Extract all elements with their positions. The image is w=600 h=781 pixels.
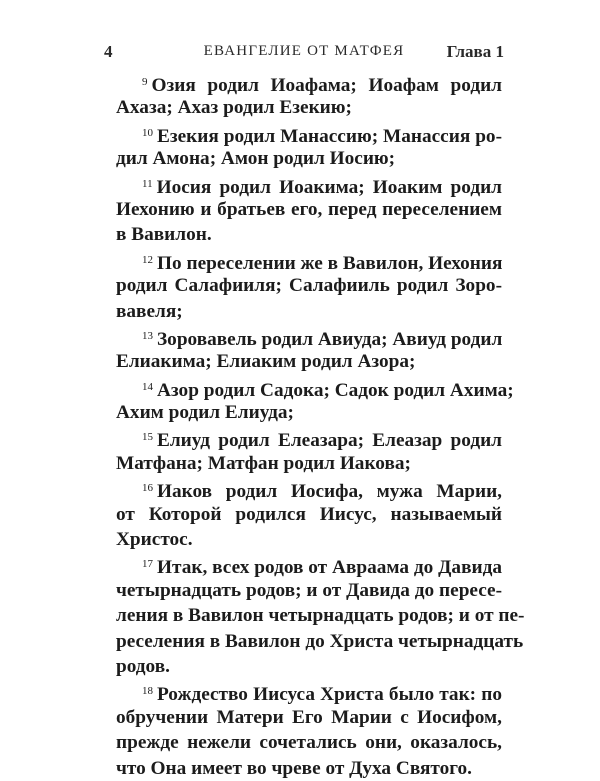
verse-line-text: что Она имеет во чреве от Духа Святого. <box>116 757 472 779</box>
verse-line-text: Елиуд родил Елеазара; Елеазар родил <box>157 430 502 452</box>
verse-line <box>116 248 502 273</box>
verse-line <box>116 705 502 730</box>
verse-line <box>116 654 502 679</box>
verse-17 <box>116 552 525 679</box>
verse-number: 14 <box>142 380 153 393</box>
verse-number: 11 <box>142 177 153 190</box>
verse-line-text: родов. <box>116 655 170 677</box>
verse-line <box>116 299 502 324</box>
verse-line-text: Зоровавель родил Авиуда; Авиуд родил <box>157 328 503 350</box>
verse-number: 15 <box>142 431 153 444</box>
verse-number: 17 <box>142 558 153 571</box>
verse-line-text: Озия родил Иоафама; Иоафам родил <box>151 75 502 96</box>
verse-line-text: четырнадцать родов; и от Давида до пересе- <box>116 579 502 601</box>
verse-line-text: Рождество Иисуса Христа было так: по <box>157 684 502 706</box>
verse-line-text: Итак, всех родов от Авраама до Давида <box>157 557 502 579</box>
verse-line-text: от Которой родился Иисус, называемый <box>116 503 502 525</box>
verse-line-text: родил Салафииля; Салафииль родил Зоро- <box>116 275 502 297</box>
verse-number: 18 <box>142 685 153 698</box>
verse-13 <box>116 324 502 375</box>
verse-line-text: Ахим родил Елиуда; <box>116 402 294 424</box>
verse-line-text: Езекия родил Манассию; Манассия ро- <box>157 125 502 147</box>
verse-line-text: вавеля; <box>116 300 183 322</box>
verse-number: 9 <box>142 76 148 88</box>
verse-line-text: Матфана; Матфан родил Иакова; <box>116 452 411 474</box>
verse-line <box>116 222 502 247</box>
verse-number: 12 <box>142 253 153 266</box>
verse-line <box>116 629 524 654</box>
verse-line-text: Иаков родил Иосифа, мужа Марии, <box>157 481 502 503</box>
verse-line <box>116 730 502 755</box>
verse-line <box>116 273 502 298</box>
verse-line-text: дил Амона; Амон родил Иосию; <box>116 148 396 170</box>
verse-line-text: Иехонию и братьев его, перед переселением <box>116 198 502 220</box>
verse-line-text: реселения в Вавилон до Христа четырнадцать <box>116 630 524 652</box>
page-number: 4 <box>104 42 113 61</box>
verse-9 <box>116 70 502 121</box>
verse-line-text: Ахаза; Ахаз родил Езекию; <box>116 97 352 119</box>
verse-line-text: Иосия родил Иоакима; Иоаким родил <box>156 176 502 198</box>
verse-line <box>116 527 502 552</box>
verse-18 <box>116 679 502 781</box>
verse-line <box>116 70 502 95</box>
verse-line-text: обручении Матери Его Марии с Иосифом, <box>116 706 502 728</box>
verse-number: 10 <box>142 126 153 139</box>
verse-line <box>116 603 525 628</box>
verse-line <box>116 578 502 603</box>
verse-line-text: Христос. <box>116 529 193 551</box>
verse-line <box>116 95 502 120</box>
verse-line <box>116 425 502 450</box>
verse-line <box>116 476 502 501</box>
verse-line <box>116 197 502 222</box>
verse-line-text: Азор родил Садока; Садок родил Ахима; <box>157 379 514 401</box>
verse-line <box>116 375 514 401</box>
book-title: ЕВАНГЕЛИЕ ОТ МАТФЕЯ <box>203 43 405 59</box>
running-head <box>104 42 504 66</box>
verse-14 <box>116 375 514 426</box>
verse-16 <box>116 476 502 552</box>
verse-12 <box>116 248 502 324</box>
verse-15 <box>116 425 502 476</box>
verse-line-text: ления в Вавилон четырнадцать родов; и от пе- <box>116 605 525 627</box>
verse-line <box>116 756 502 781</box>
verse-10 <box>116 121 502 172</box>
verse-line <box>116 400 502 425</box>
verse-line-text: прежде нежели сочетались они, оказалось, <box>116 732 502 754</box>
verse-line <box>116 146 502 171</box>
verse-11 <box>116 172 502 248</box>
verse-line-text: в Вавилон. <box>116 224 212 246</box>
verse-number: 13 <box>142 329 153 342</box>
scripture-text <box>116 70 525 781</box>
verse-line <box>116 679 502 704</box>
verse-line <box>116 172 502 197</box>
verse-line-text: По переселении же в Вавилон, Иехония <box>157 252 503 274</box>
verse-line <box>116 324 502 349</box>
verse-line <box>116 451 502 476</box>
verse-line <box>116 552 502 577</box>
verse-line <box>116 121 502 146</box>
verse-number: 16 <box>142 482 153 495</box>
verse-line <box>116 502 502 527</box>
verse-line-text: Елиакима; Елиаким родил Азора; <box>116 351 416 373</box>
verse-line <box>116 349 502 374</box>
chapter-label: Глава 1 <box>446 42 504 61</box>
